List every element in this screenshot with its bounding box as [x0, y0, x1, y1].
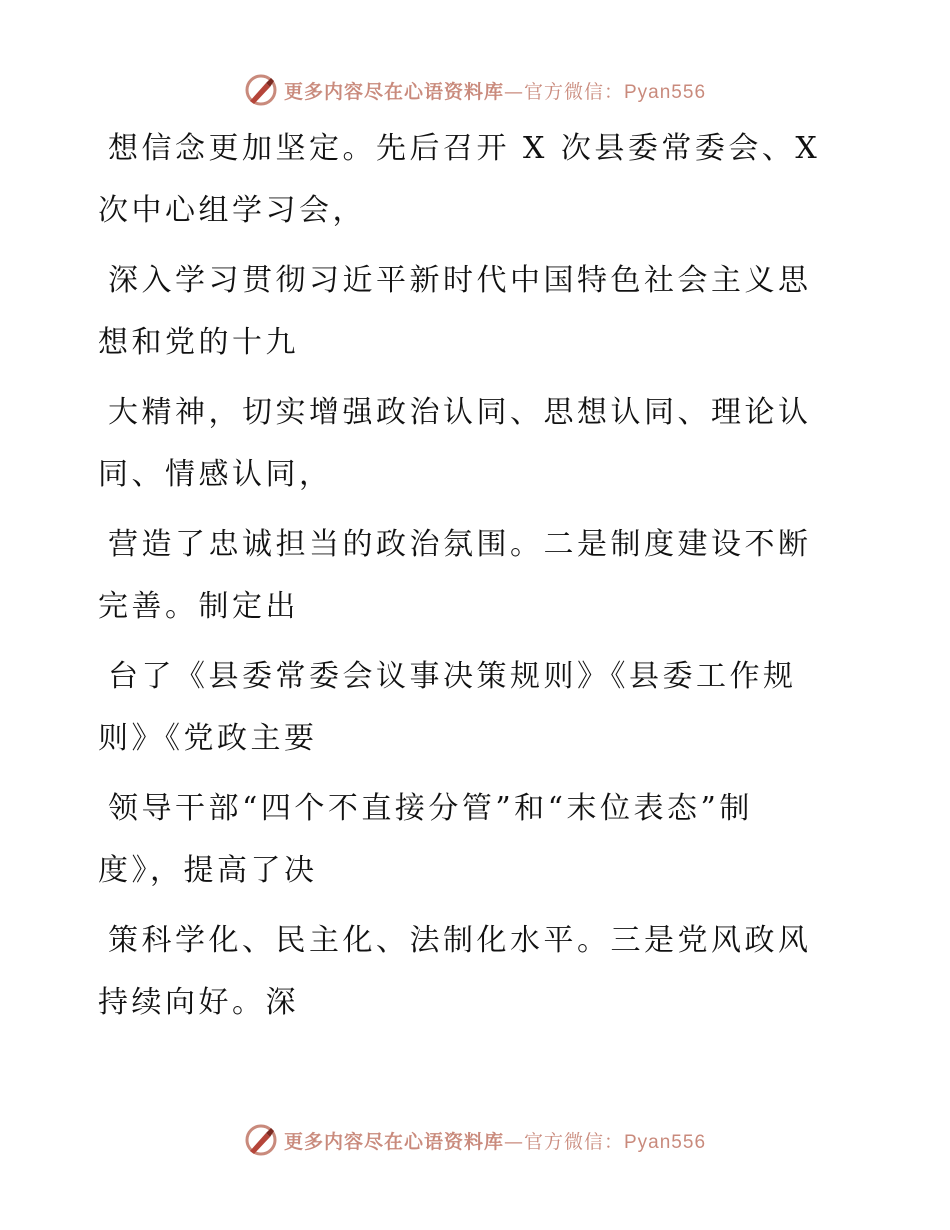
pen-logo-icon	[244, 73, 278, 107]
watermark-separator: —	[503, 80, 524, 103]
watermark-text	[284, 1127, 706, 1154]
watermark-account: Pyan556	[624, 1131, 707, 1153]
paragraph: 领导干部“四个不直接分管”和“末位表态”制度》，提高了决	[98, 791, 753, 888]
paragraph: 深入学习贯彻习近平新时代中国特色社会主义思想和党的十九	[98, 263, 812, 360]
paragraph: 营造了忠诚担当的政治氛围。二是制度建设不断完善。制定出	[98, 527, 812, 624]
watermark-main: 更多内容尽在心语资料库	[283, 1130, 504, 1153]
pen-logo-icon	[244, 1123, 278, 1157]
header-watermark	[0, 70, 950, 110]
watermark-text	[284, 77, 706, 104]
watermark-account: Pyan556	[624, 81, 707, 103]
watermark-label: 官方微信：	[523, 1130, 624, 1153]
paragraph: 策科学化、民主化、法制化水平。三是党风政风持续向好。深	[98, 923, 812, 1020]
watermark-main: 更多内容尽在心语资料库	[283, 80, 504, 103]
paragraph: 大精神，切实增强政治认同、思想认同、理论认同、情感认同，	[98, 395, 812, 492]
watermark-separator: —	[503, 1130, 524, 1153]
watermark-label: 官方微信：	[523, 80, 624, 103]
paragraph: 台了《县委常委会议事决策规则》《县委工作规则》《党政主要	[98, 659, 797, 756]
paragraph: 想信念更加坚定。先后召开 X 次县委常委会、X 次中心组学习会，	[98, 131, 821, 228]
document-body	[98, 118, 833, 1042]
footer-watermark	[0, 1120, 950, 1160]
